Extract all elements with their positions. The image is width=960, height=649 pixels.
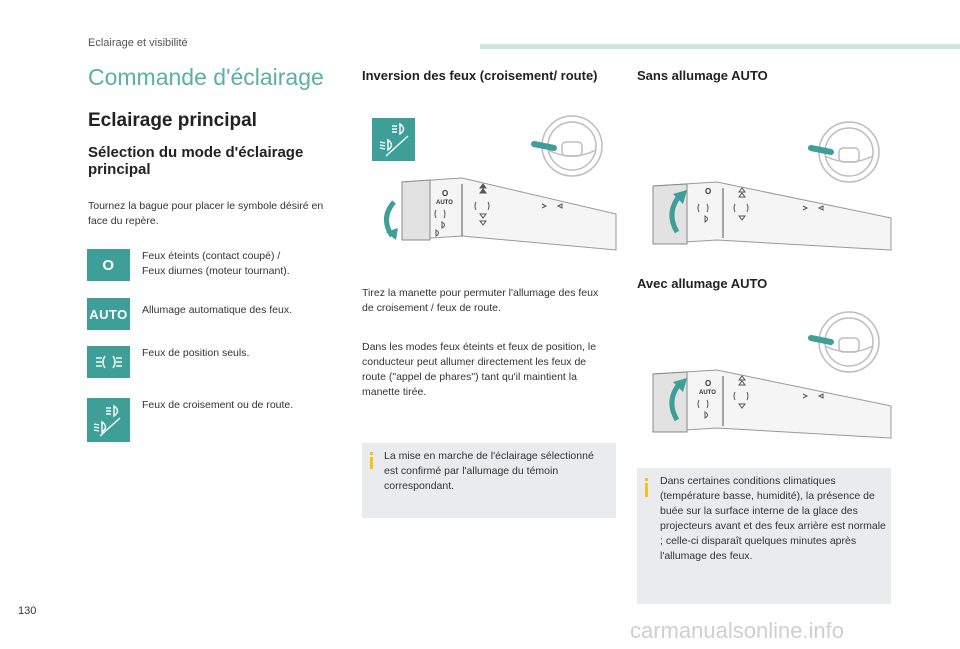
mode-label-beams: Feux de croisement ou de route. [142,399,294,411]
watermark: carmanualsonline.info [630,618,845,643]
page-number: 130 [18,605,37,617]
heading-sans-auto: Sans allumage AUTO [637,68,768,83]
low-high-beam-icon [87,398,130,442]
subheading-selection-mode: Sélection du mode d'éclairage principal [88,144,304,178]
intro-text: Tournez la bague pour placer le symbole désiré en face du repère. [88,200,324,227]
svg-text:AUTO: AUTO [699,390,716,396]
stalk-no-auto-illustration [637,112,893,257]
page-title: Commande d'éclairage [88,64,324,90]
mode-label-auto: Allumage automatique des feux. [142,304,293,316]
mode-label-position: Feux de position seuls. [142,347,250,359]
heading-inversion-feux: Inversion des feux (croisement/ route) [362,68,598,83]
auto-icon: AUTO [87,298,130,330]
info-note-right: Dans certaines conditions climatiques (température basse, humidité), la présence de buée sur la surface interne de la glace des projecteurs avant et des feux arrière est normale ; celle-ci disparaît quelques minutes après l'allumage des feux. [637,468,891,604]
info-icon [645,483,648,497]
svg-text:O: O [705,379,712,388]
info-note-middle: La mise en marche de l'éclairage sélectionné est confirmé par l'allumage du témoin correspondant. [362,443,616,518]
header-bar [480,44,960,49]
svg-text:AUTO: AUTO [436,200,453,206]
mode-label-off: Feux éteints (contact coupé) / Feux diurnes (moteur tournant). [142,250,290,277]
middle-para-2: Dans les modes feux éteints et feux de position, le conducteur peut allumer directement les feux de route ("appel de phares") tant qu'il maintient la manette tirée. [362,341,597,398]
section-title: Eclairage et visibilité [88,37,188,49]
stalk-auto-illustration [637,306,893,451]
middle-para-1: Tirez la manette pour permuter l'allumage des feux de croisement / feux de route. [362,287,599,314]
heading-eclairage-principal: Eclairage principal [88,110,257,131]
info-icon [370,457,373,469]
position-lights-icon [87,346,130,378]
svg-text:O: O [442,189,449,198]
svg-text:O: O [705,187,712,196]
heading-avec-auto: Avec allumage AUTO [637,276,768,291]
off-zero-icon: O [87,249,130,281]
stalk-pull-illustration [362,114,618,269]
